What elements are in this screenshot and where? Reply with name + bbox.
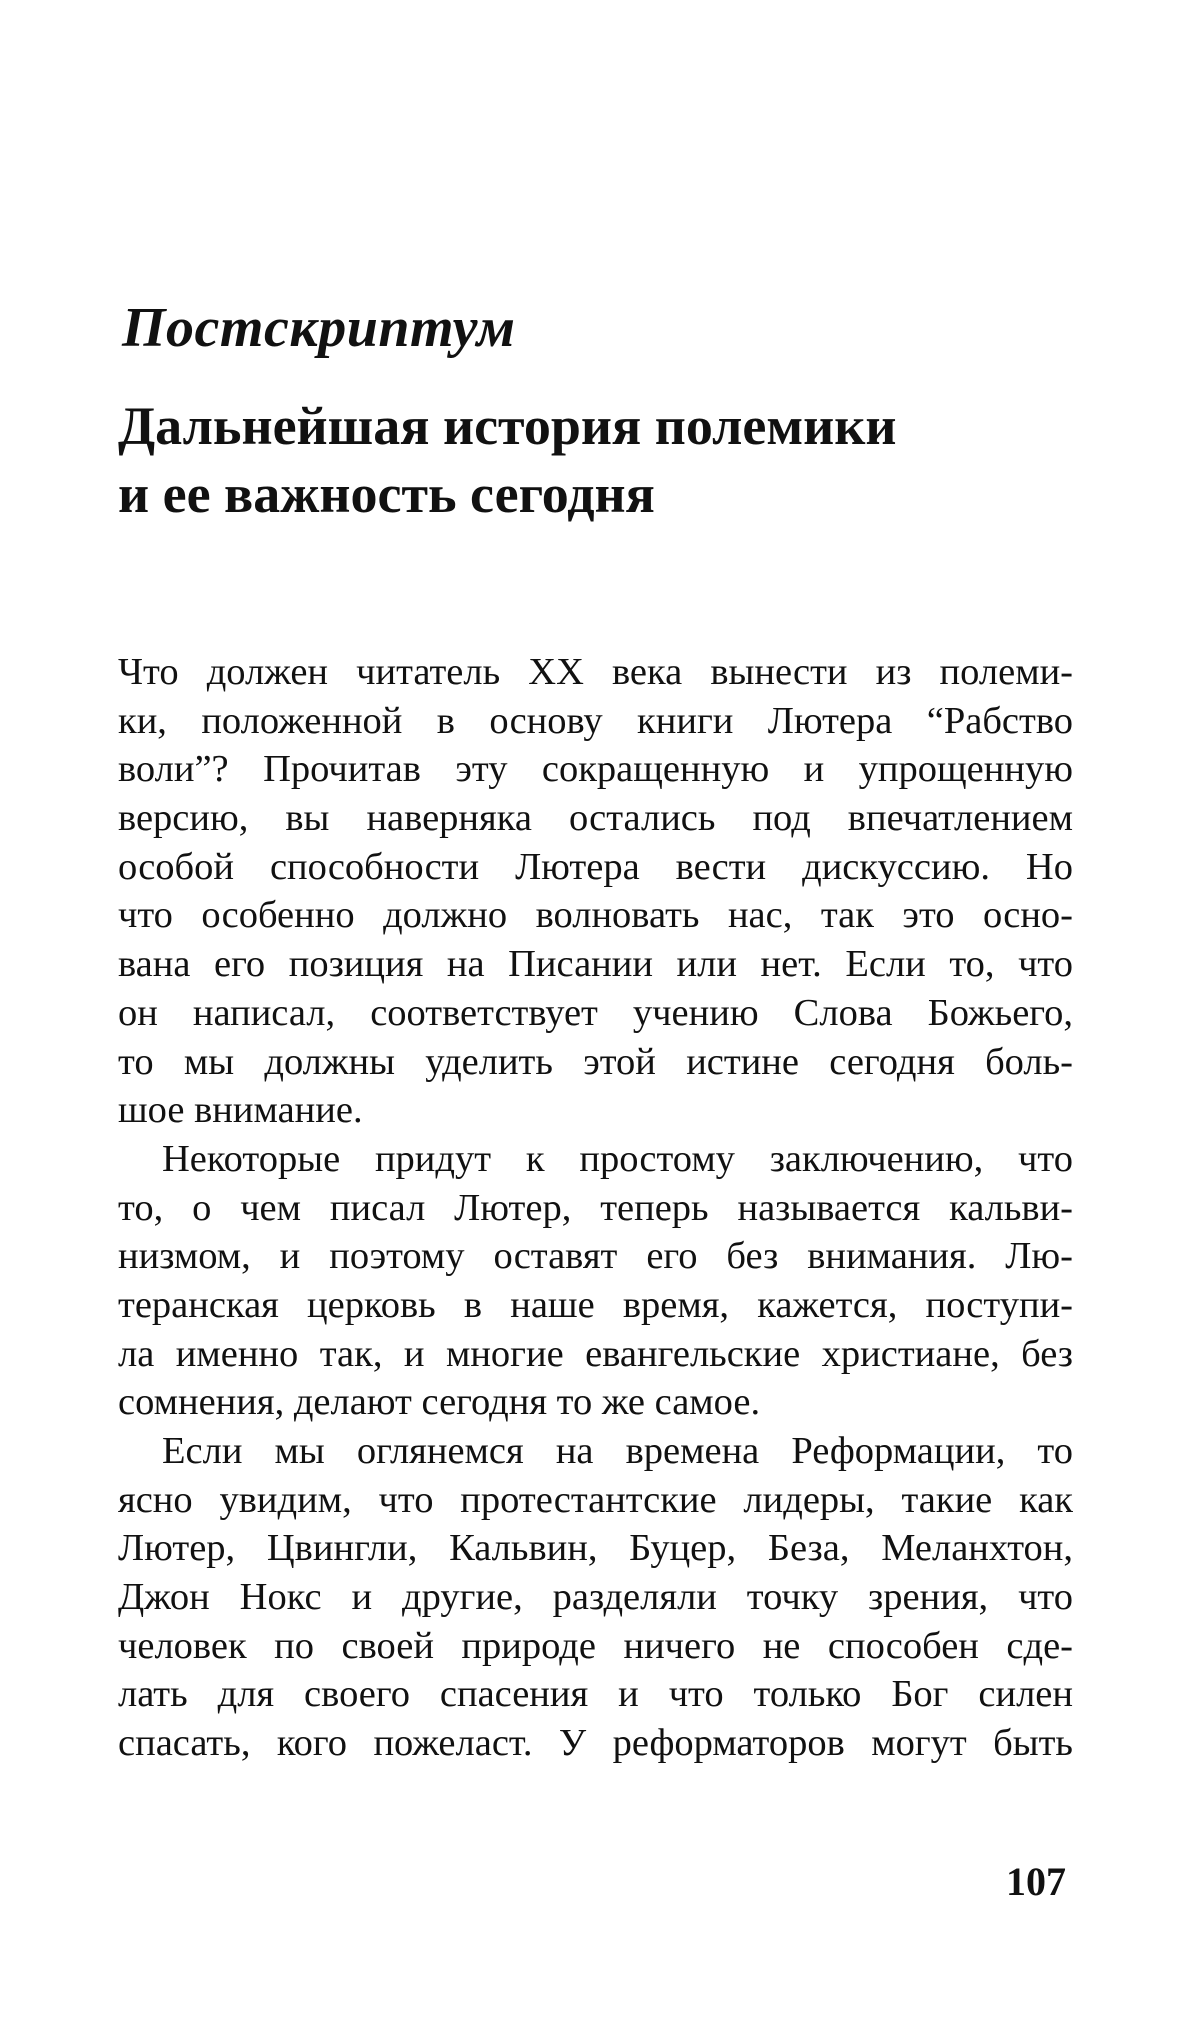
text-line: воли”? Прочитав эту сокращенную и упрощенную — [118, 748, 1073, 791]
text-line: Если мы оглянемся на времена Реформации, то — [162, 1430, 1073, 1472]
chapter-title-line: и ее важность сегодня — [118, 464, 655, 524]
text-line: Лютер, Цвингли, Кальвин, Буцер, Беза, Меланхтон, — [118, 1527, 1073, 1570]
text-line: Некоторые придут к простому заключению, что — [162, 1137, 1073, 1180]
text-line: ясно увидим, что протестантские лидеры, такие как — [118, 1478, 1073, 1521]
text-line: особой способности Лютера вести дискуссию. Но — [118, 845, 1073, 888]
text-line: ла именно так, и многие евангельские христиане, без — [118, 1332, 1073, 1375]
body-text — [118, 648, 1073, 1768]
chapter-title-line: Дальнейшая история полемики — [118, 396, 897, 456]
page-number: 107 — [1006, 1859, 1066, 1904]
text-line: теранская церковь в наше время, кажется, поступи- — [118, 1283, 1073, 1326]
text-line: низмом, и поэтому оставят его без внимания. Лю- — [118, 1235, 1073, 1278]
text-line: Что должен читатель XX века вынести из полеми- — [118, 651, 1073, 693]
text-line: то мы должны уделить этой истине сегодня боль- — [118, 1040, 1073, 1083]
section-kicker: Постскриптум — [122, 297, 516, 359]
text-line: версию, вы наверняка остались под впечатлением — [118, 797, 1073, 840]
text-line: лать для своего спасения и что только Бог силен — [118, 1673, 1073, 1716]
text-line: ки, положенной в основу книги Лютера “Рабство — [118, 699, 1073, 742]
text-line: что особенно должно волновать нас, так это осно- — [118, 894, 1073, 937]
text-line: Джон Нокс и другие, разделяли точку зрения, что — [118, 1576, 1073, 1619]
text-line: сомнения, делают сегодня то же самое. — [118, 1381, 761, 1424]
text-line: то, о чем писал Лютер, теперь называется кальви- — [118, 1186, 1073, 1229]
text-line: вана его позиция на Писании или нет. Если то, что — [118, 943, 1073, 986]
text-line: человек по своей природе ничего не способен сде- — [118, 1624, 1073, 1667]
chapter-title — [118, 392, 1078, 528]
text-line: спасать, кого пожеласт. У реформаторов могут быть — [118, 1722, 1073, 1765]
text-line: шое внимание. — [118, 1089, 363, 1132]
text-line: он написал, соответствует учению Слова Божьего, — [118, 991, 1073, 1034]
book-page — [118, 0, 1078, 2029]
